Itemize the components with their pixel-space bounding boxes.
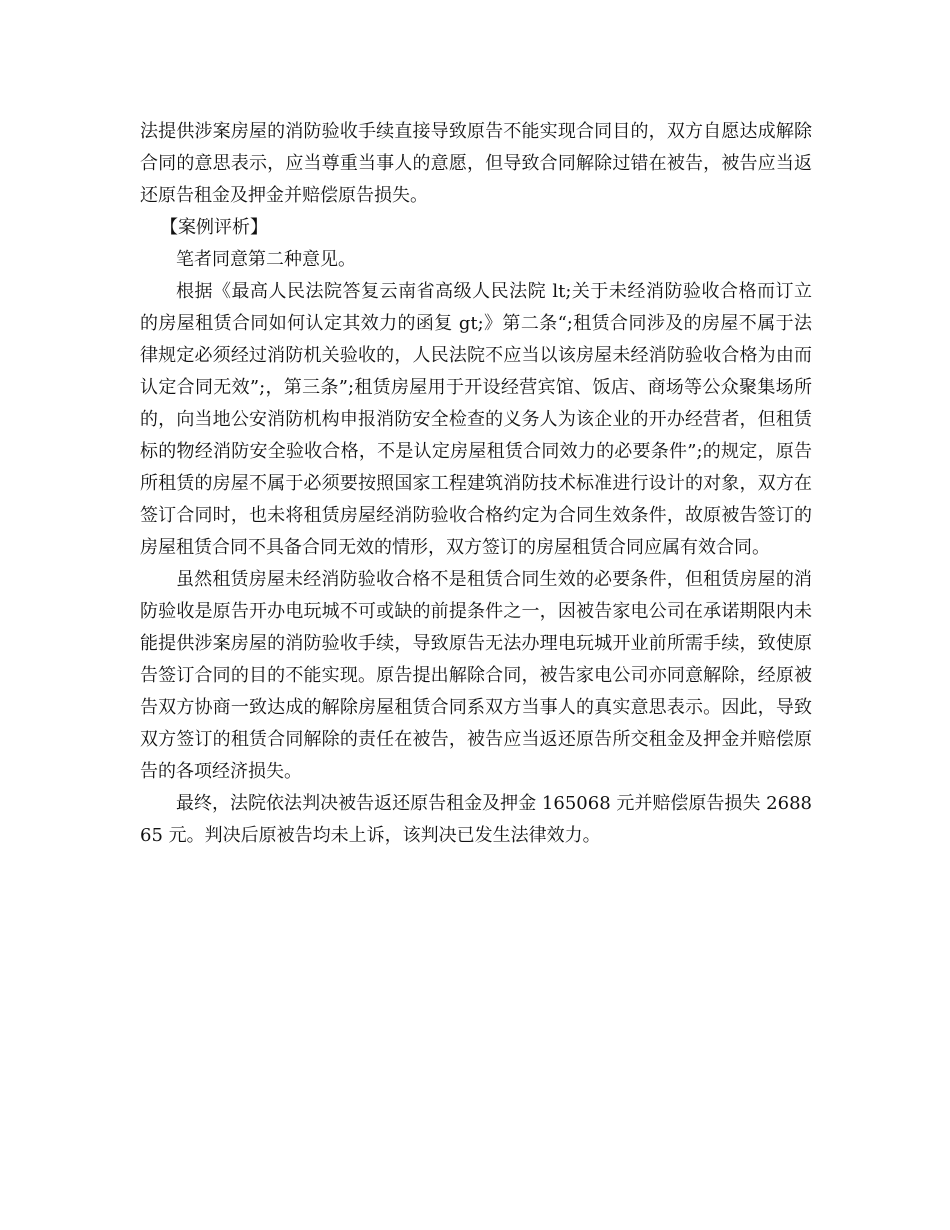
paragraph-judgment: 最终，法院依法判决被告返还原告租金及押金 165068 元并赔偿原告损失 268865 元。判决后原被告均未上诉，该判决已发生法律效力。 xyxy=(140,793,812,846)
paragraph-contract-termination: 虽然租赁房屋未经消防验收合格不是租赁合同生效的必要条件，但租赁房屋的消防验收是原告开办电玩城不可或缺的前提条件之一，因被告家电公司在承诺期限内未能提供涉案房屋的消防验收手续，导致原告无法办理电玩城开业前所需手续，致使原告签订合同的目的不能实现。原告提出解除合同，被告家电公司亦同意解除，经原被告双方协商一致达成的解除房屋租赁合同系双方当事人的真实意思表示。因此，导致双方签订的租赁合同解除的责任在被告，被告应当返还原告所交租金及押金并赔偿原告的各项经济损失。 xyxy=(140,569,812,782)
document-page xyxy=(140,116,812,852)
paragraph-continuation: 法提供涉案房屋的消防验收手续直接导致原告不能实现合同目的，双方自愿达成解除合同的意思表示，应当尊重当事人的意愿，但导致合同解除过错在被告，被告应当返还原告租金及押金并赔偿原告损失。 xyxy=(140,121,812,206)
paragraph-legal-basis: 根据《最高人民法院答复云南省高级人民法院 lt;关于未经消防验收合格而订立的房屋租赁合同如何认定其效力的函复 gt;》第二条“;租赁合同涉及的房屋不属于法律规定必须经过消防机关验收的，人民法院不应当以该房屋未经消防验收合格为由而认定合同无效”;，第三条”;租赁房屋用于开设经营宾馆、饭店、商场等公众聚集场所的，向当地公安消防机构申报消防安全检查的义务人为该企业的开办经营者，但租赁标的物经消防安全验收合格，不是认定房屋租赁合同效力的必要条件”;的规定，原告所租赁的房屋不属于必须要按照国家工程建筑消防技术标准进行设计的对象，双方在签订合同时，也未将租赁房屋经消防验收合格约定为合同生效条件，故原被告签订的房屋租赁合同不具备合同无效的情形，双方签订的房屋租赁合同应属有效合同。 xyxy=(140,281,812,558)
paragraph-author-opinion: 笔者同意第二种意见。 xyxy=(176,249,356,270)
section-heading-case-analysis: 【案例评析】 xyxy=(160,217,268,238)
